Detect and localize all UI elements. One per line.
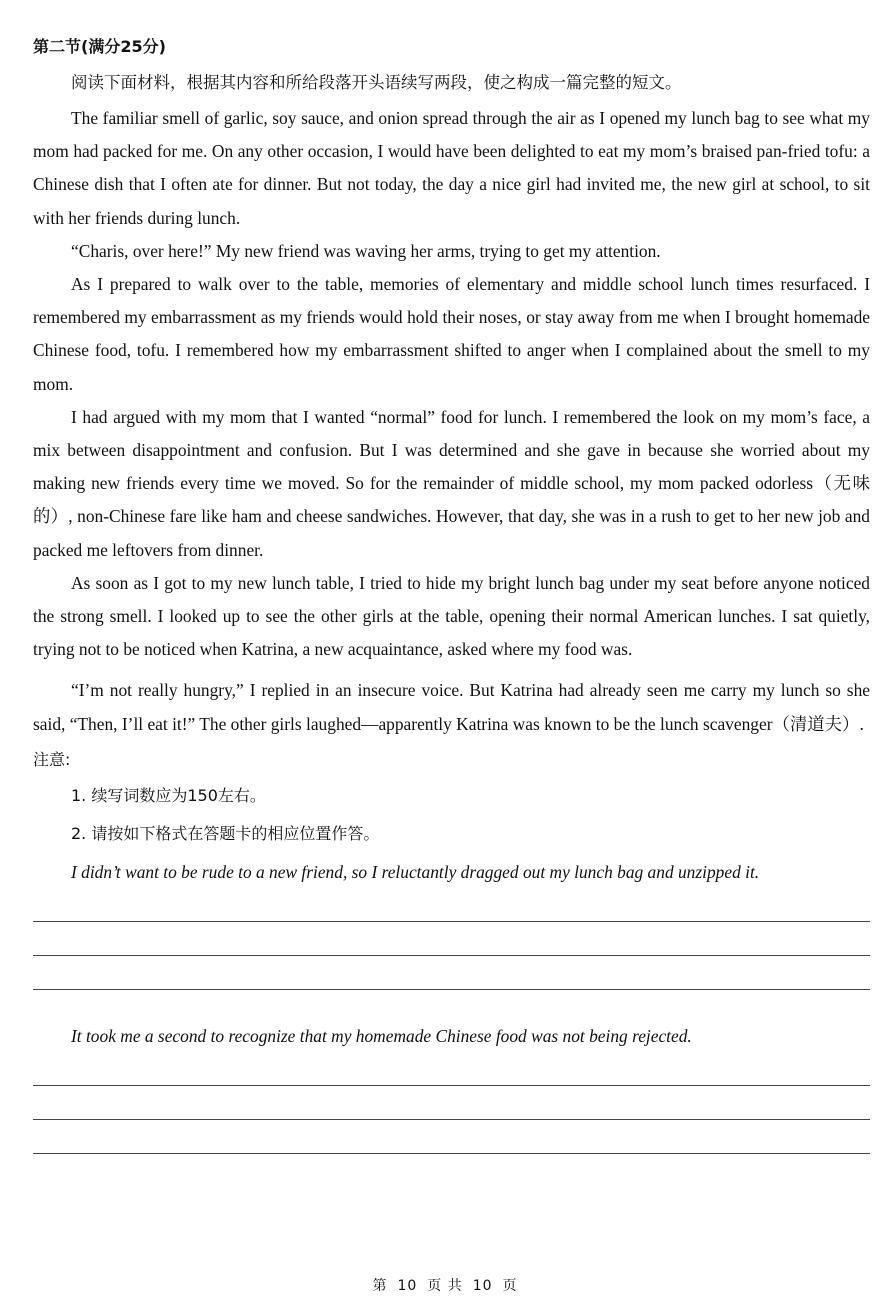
passage-paragraph-4: I had argued with my mom that I wanted “normal” food for lunch. I remembered the look on my mom’s face, a mix between disappointment and confusion. But I was determined and she gave in because she worried about my making new friends every time we moved. So for the remainder of middle school, my mom packed odorless（无味的）, non-Chinese fare like ham and cheese sandwiches. However, that day, she was in a rush to get to her new job and packed me leftovers from dinner. (33, 406, 870, 560)
answer-line (33, 1153, 870, 1154)
continuation-prompt-2: It took me a second to recognize that my homemade Chinese food was not being rejected. (71, 1025, 692, 1046)
passage-paragraph-3: As I prepared to walk over to the table, memories of elementary and middle school lunch times resurfaced. I remembered my embarrassment as my friends would hold their noses, or stay away from me when I brought homemade Chinese food, tofu. I remembered how my embarrassment shifted to anger when I complained about the smell to my mom. (33, 274, 870, 394)
instruction-text: 阅读下面材料，根据其内容和所给段落开头语续写两段，使之构成一篇完整的短文。 (71, 73, 682, 92)
note-item-1: 1. 续写词数应为150左右。 (71, 785, 266, 805)
page-footer (0, 1275, 890, 1295)
answer-lines-1 (33, 921, 870, 990)
footer-suffix: 页 (502, 1278, 518, 1294)
passage-paragraph-5: As soon as I got to my new lunch table, I tried to hide my bright lunch bag under my seat before anyone noticed the strong smell. I looked up to see the other girls at the table, opening their normal American lunches. I sat quietly, trying not to be noticed when Katrina, a new acquaintance, asked where my food was. (33, 572, 870, 660)
continuation-prompt-1: I didn’t want to be rude to a new friend, so I reluctantly dragged out my lunch bag and unzipped it. (71, 861, 760, 882)
answer-line (33, 1085, 870, 1086)
footer-middle: 页 共 (427, 1278, 463, 1294)
answer-line (33, 955, 870, 956)
page-number-current: 10 (397, 1278, 418, 1294)
section-title: 第二节(满分25分) (33, 37, 166, 56)
page-number-total: 10 (472, 1278, 493, 1294)
footer-prefix: 第 (372, 1278, 388, 1294)
answer-line (33, 921, 870, 922)
note-item-2: 2. 请按如下格式在答题卡的相应位置作答。 (71, 823, 380, 843)
answer-line (33, 989, 870, 990)
answer-lines-2 (33, 1085, 870, 1154)
reading-passage (33, 102, 870, 741)
note-label: 注意: (33, 749, 71, 769)
passage-paragraph-6: “I’m not really hungry,” I replied in an insecure voice. But Katrina had already seen me carry my lunch so she said, “Then, I’ll eat it!” The other girls laughed—apparently Katrina was known to be the lunch scavenger（清道夫）. (33, 680, 870, 734)
passage-paragraph-1: The familiar smell of garlic, soy sauce, and onion spread through the air as I opened my lunch bag to see what my mom had packed for me. On any other occasion, I would have been delighted to eat my mom’s braised pan-fried tofu: a Chinese dish that I often ate for dinner. But not today, the day a nice girl had invited me, the new girl at school, to sit with her friends during lunch. (33, 108, 870, 228)
passage-paragraph-2: “Charis, over here!” My new friend was waving her arms, trying to get my attention. (71, 240, 661, 261)
answer-line (33, 1119, 870, 1120)
